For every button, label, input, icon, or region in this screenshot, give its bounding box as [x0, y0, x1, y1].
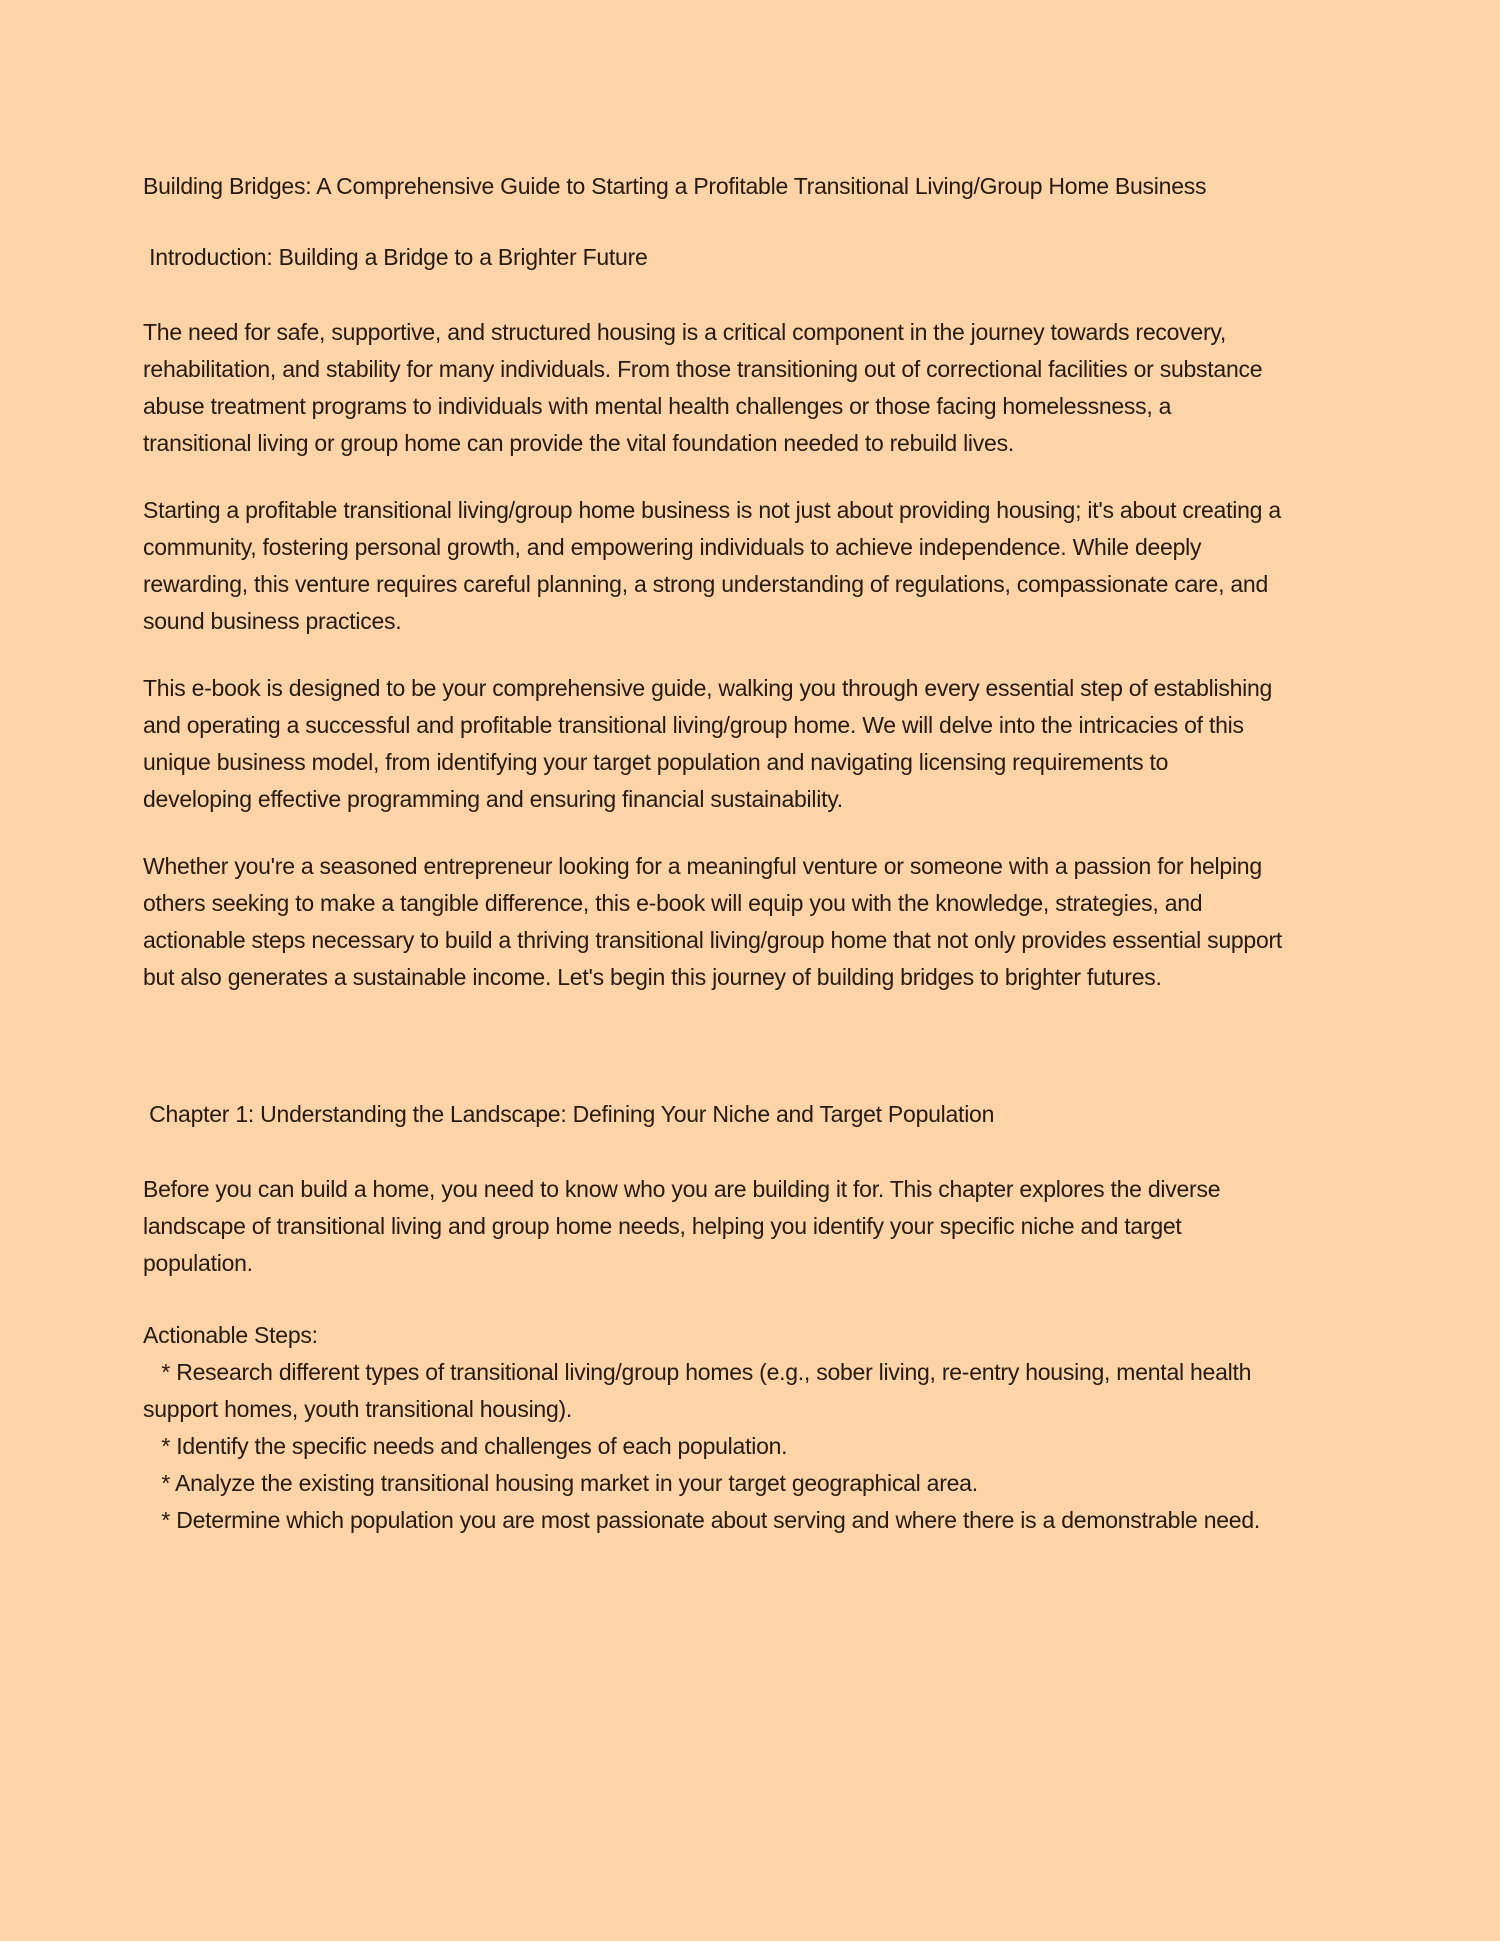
actionable-steps-section — [143, 1317, 1283, 1539]
actionable-step-item-1: * Research different types of transitional living/group homes (e.g., sober living, re-entry housing, mental health support homes, youth transitional housing). — [143, 1359, 1258, 1422]
introduction-paragraph-2: Starting a profitable transitional living/group home business is not just about providing housing; it's about creating a community, fostering personal growth, and empowering individuals to achieve independence. While deeply rewarding, this venture requires careful planning, a strong understanding of regulations, compassionate care, and sound business practices. — [143, 497, 1288, 634]
actionable-step-item-2: * Identify the specific needs and challenges of each population. — [143, 1433, 788, 1459]
actionable-step-item-3: * Analyze the existing transitional housing market in your target geographical area. — [143, 1470, 978, 1496]
actionable-steps-label: Actionable Steps: — [143, 1322, 318, 1348]
document-title: Building Bridges: A Comprehensive Guide to Starting a Profitable Transitional Living/Group Home Business — [143, 173, 1207, 199]
introduction-paragraph-3: This e-book is designed to be your comprehensive guide, walking you through every essential step of establishing and operating a successful and profitable transitional living/group home. We will delve into the intricacies of this unique business model, from identifying your target population and navigating licensing requirements to developing effective programming and ensuring financial sustainability. — [143, 675, 1279, 812]
chapter-1-heading: Chapter 1: Understanding the Landscape: Defining Your Niche and Target Population — [143, 1101, 995, 1127]
introduction-paragraph-1: The need for safe, supportive, and structured housing is a critical component in the journey towards recovery, rehabilitation, and stability for many individuals. From those transitioning out of correctional facilities or substance abuse treatment programs to individuals with mental health challenges or those facing homelessness, a transitional living or group home can provide the vital foundation needed to rebuild lives. — [143, 319, 1269, 456]
chapter-1-intro-paragraph: Before you can build a home, you need to know who you are building it for. This chapter explores the diverse landscape of transitional living and group home needs, helping you identify your specific niche and target population. — [143, 1176, 1227, 1276]
actionable-step-item-4: * Determine which population you are most passionate about serving and where there is a demonstrable need. — [143, 1507, 1261, 1533]
introduction-paragraph-4: Whether you're a seasoned entrepreneur looking for a meaningful venture or someone with a passion for helping others seeking to make a tangible difference, this e-book will equip you with the knowledge, strategies, and actionable steps necessary to build a thriving transitional living/group home that not only provides essential support but also generates a sustainable income. Let's begin this journey of building bridges to brighter futures. — [143, 853, 1289, 990]
introduction-heading: Introduction: Building a Bridge to a Brighter Future — [143, 244, 648, 270]
